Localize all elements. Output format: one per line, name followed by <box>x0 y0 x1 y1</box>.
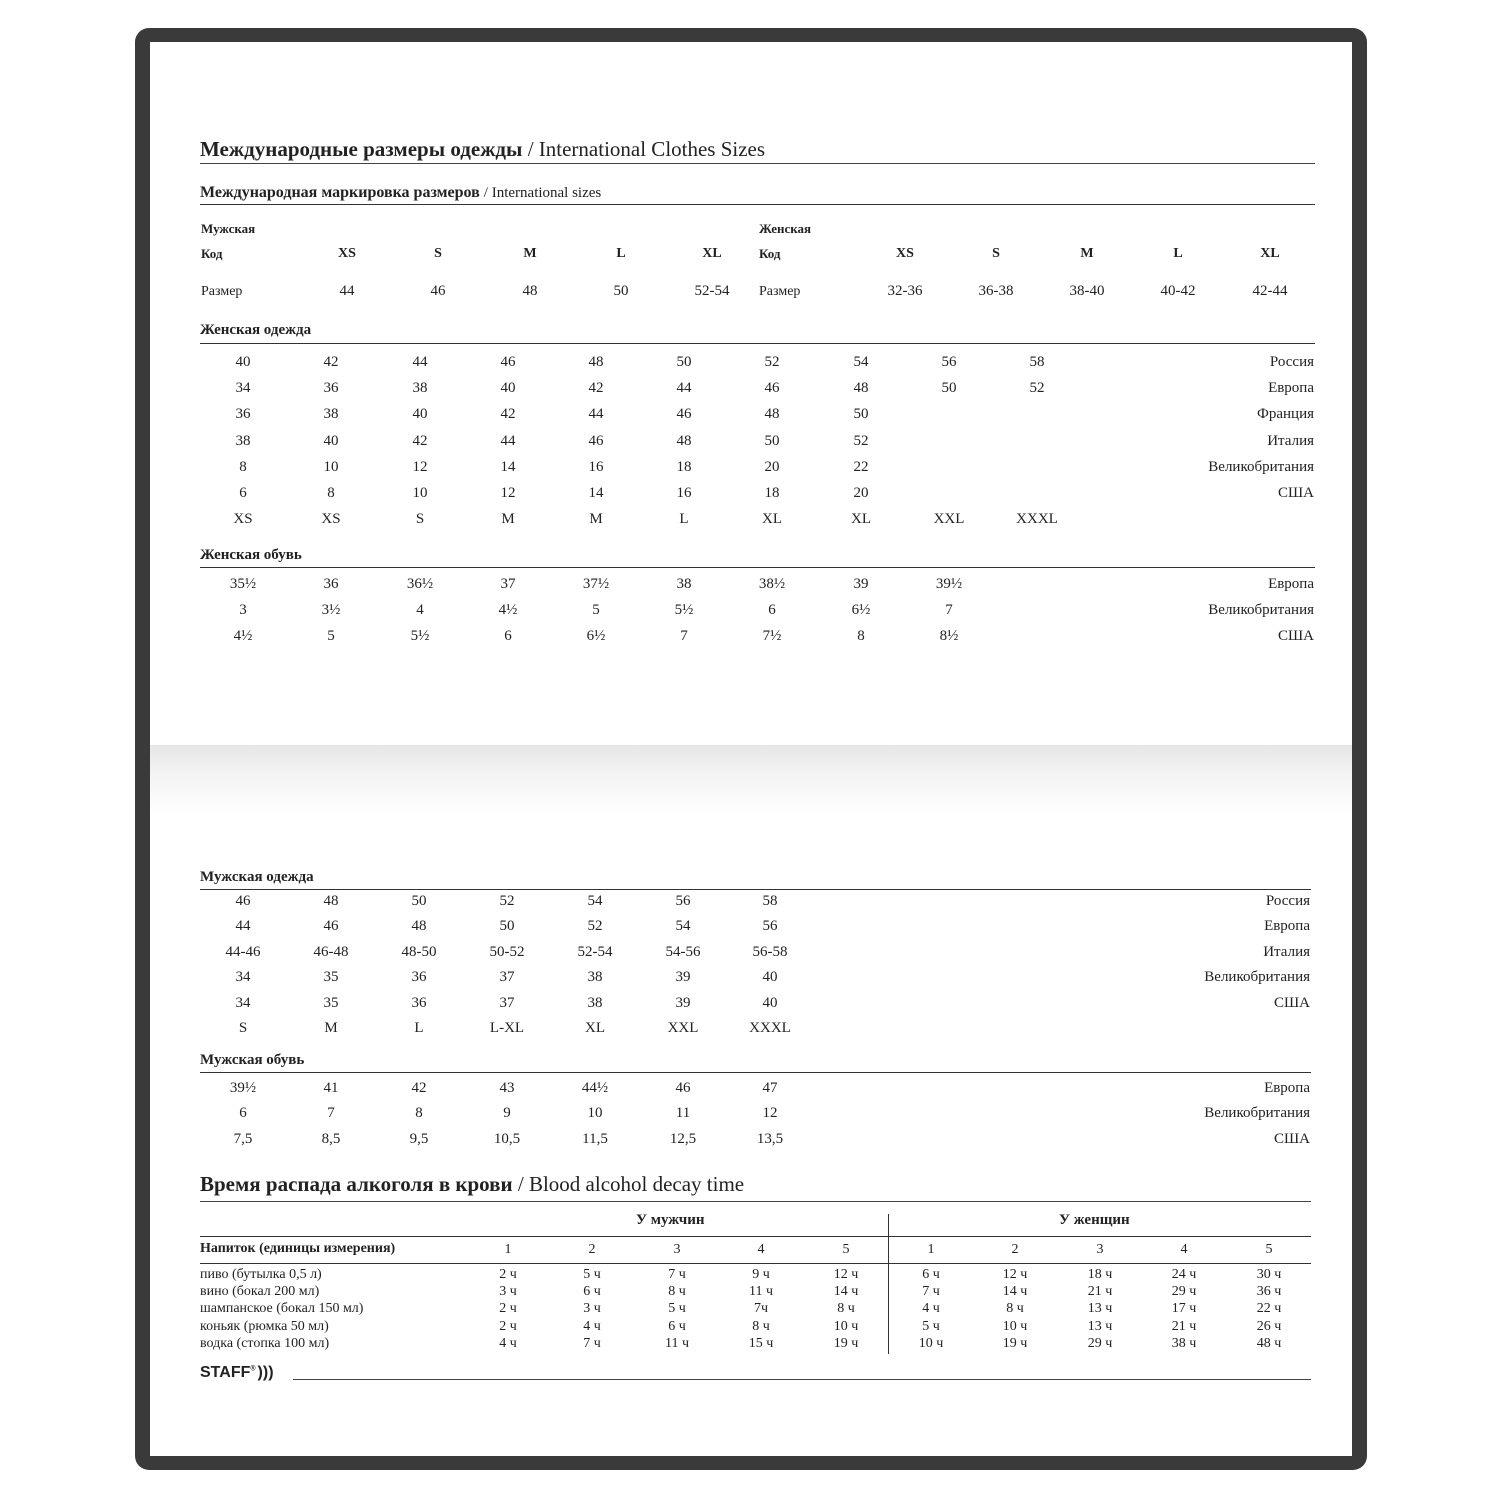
womens-shoes-cell: 3 <box>239 602 247 619</box>
women-size-cell: 32-36 <box>887 283 923 299</box>
alcohol-women-cell: 10 ч <box>918 1335 944 1351</box>
womens-shoes-cell: 35½ <box>229 576 257 592</box>
alcohol-drink-label: коньяк (рюмка 50 мл) <box>200 1318 329 1334</box>
women-code-cell: S <box>992 246 1000 261</box>
alcohol-men-cell: 8 ч <box>668 1284 686 1300</box>
mens-shoes-cell: 7,5 <box>233 1130 253 1147</box>
mens-clothing-rule <box>200 889 1311 890</box>
mens-clothing-cell: 52 <box>499 893 515 909</box>
mens-clothing-cell: 36 <box>411 969 427 986</box>
womens-clothing-cell: 38 <box>235 432 251 449</box>
alcohol-subheader-rule <box>200 1263 1311 1264</box>
alcohol-women-cell: 6 ч <box>922 1267 940 1282</box>
womens-shoes-cell: 7 <box>680 628 688 645</box>
alcohol-women-cell: 24 ч <box>1171 1267 1197 1282</box>
womens-clothing-cell: 14 <box>500 458 516 475</box>
alcohol-men-cell: 19 ч <box>833 1335 859 1351</box>
mens-clothing-cell: 46-48 <box>313 943 349 960</box>
womens-clothing-cell: 36 <box>235 406 251 423</box>
mens-clothing-cell: 40 <box>762 994 778 1011</box>
men-size-label: Размер <box>201 284 243 299</box>
womens-shoes-cell: 5 <box>327 628 335 645</box>
men-size-cell: 52-54 <box>694 283 730 299</box>
alcohol-header-rule <box>200 1236 1311 1237</box>
mens-shoes-cell: 8 <box>415 1105 423 1122</box>
womens-clothing-cell: 40 <box>500 380 516 397</box>
mens-shoes-row-label: Великобритания <box>1204 1105 1310 1122</box>
brand-chevrons: ))) <box>257 1364 274 1381</box>
mens-clothing-cell: 52 <box>587 918 603 935</box>
womens-clothing-cell: XS <box>321 511 341 528</box>
womens-shoes-row-label: Великобритания <box>1208 602 1314 619</box>
alcohol-women-cell: 38 ч <box>1171 1335 1197 1351</box>
title-rule <box>200 163 1315 164</box>
mens-shoes-cell: 42 <box>411 1080 427 1096</box>
women-size-cell: 42-44 <box>1252 283 1288 299</box>
mens-shoes-cell: 9,5 <box>409 1130 429 1147</box>
page-fold-shadow <box>150 745 1352 815</box>
womens-clothing-cell: 8 <box>239 458 247 475</box>
mens-shoes-cell: 8,5 <box>321 1130 341 1147</box>
mens-clothing-cell: 56 <box>762 918 778 935</box>
alcohol-women-cell: 18 ч <box>1087 1267 1113 1282</box>
mens-clothing-cell: 37 <box>499 969 515 986</box>
alcohol-men-cell: 2 ч <box>499 1301 517 1317</box>
women-size-cell: 40-42 <box>1160 283 1196 299</box>
womens-shoes-cell: 39 <box>853 576 869 592</box>
mens-clothing-row-label: Великобритания <box>1204 969 1310 986</box>
alcohol-women-unit: 5 <box>1265 1242 1273 1257</box>
womens-shoes-cell: 39½ <box>935 576 963 592</box>
womens-clothing-cell: L <box>679 511 689 528</box>
womens-clothing-cell: 44 <box>412 354 428 370</box>
womens-clothing-cell: 50 <box>764 432 780 449</box>
alcohol-men-unit: 3 <box>673 1242 681 1257</box>
womens-clothing-cell: 20 <box>764 458 780 475</box>
womens-clothing-cell: 50 <box>941 380 957 397</box>
alcohol-women-header: У женщин <box>1059 1212 1130 1228</box>
womens-shoes-cell: 8 <box>857 628 865 645</box>
mens-shoes-cell: 10 <box>587 1105 603 1122</box>
womens-shoes-cell: 5 <box>592 602 600 619</box>
mens-clothing-cell: 39 <box>675 994 691 1011</box>
men-size-cell: 48 <box>522 283 538 299</box>
womens-clothing-rule <box>200 343 1315 344</box>
staff-logo <box>200 1364 274 1382</box>
alcohol-women-cell: 21 ч <box>1171 1318 1197 1334</box>
womens-shoes-cell: 38 <box>676 576 692 592</box>
mens-clothing-cell: 54 <box>587 893 603 909</box>
mens-clothing-cell: 48 <box>411 918 427 935</box>
mens-clothing-cell: 56-58 <box>752 943 788 960</box>
alcohol-women-cell: 29 ч <box>1171 1284 1197 1300</box>
womens-clothing-cell: XL <box>762 511 782 528</box>
alcohol-women-cell: 21 ч <box>1087 1284 1113 1300</box>
mens-clothing-cell: 56 <box>675 893 691 909</box>
mens-shoes-cell: 12 <box>762 1105 778 1122</box>
alcohol-title-en: / Blood alcohol decay time <box>517 1172 745 1196</box>
mens-clothing-cell: 46 <box>235 893 251 909</box>
mens-shoes-cell: 12,5 <box>669 1130 697 1147</box>
alcohol-men-cell: 6 ч <box>583 1284 601 1300</box>
alcohol-women-cell: 48 ч <box>1256 1335 1282 1351</box>
brand-mark: ® <box>250 1365 256 1373</box>
intl-sizes-title-ru: Международная маркировка размеров <box>200 184 480 201</box>
womens-clothing-cell: 54 <box>853 354 869 370</box>
alcohol-divider <box>888 1214 889 1354</box>
womens-clothing-cell: 20 <box>853 485 869 501</box>
womens-clothing-cell: 18 <box>676 458 692 475</box>
womens-clothing-cell: 58 <box>1029 354 1045 370</box>
womens-clothing-cell: 8 <box>327 485 335 501</box>
womens-clothing-cell: 42 <box>588 380 604 397</box>
alcohol-men-unit: 2 <box>588 1242 596 1257</box>
alcohol-men-unit: 1 <box>504 1242 512 1257</box>
womens-clothing-cell: 46 <box>764 380 780 397</box>
womens-shoes-cell: 37 <box>500 576 516 592</box>
womens-clothing-cell: 22 <box>853 458 869 475</box>
women-size-cell: 36-38 <box>978 283 1014 299</box>
mens-shoes-cell: 9 <box>503 1105 511 1122</box>
alcohol-men-cell: 3 ч <box>499 1284 517 1300</box>
mens-shoes-row-label: Европа <box>1264 1080 1310 1096</box>
alcohol-women-cell: 4 ч <box>922 1301 940 1317</box>
men-heading: Мужская <box>201 221 256 236</box>
womens-clothing-cell: 48 <box>676 432 692 449</box>
womens-clothing-row-label: Великобритания <box>1208 458 1314 475</box>
womens-clothing-row-label: Франция <box>1257 406 1314 423</box>
womens-clothing-cell: 44 <box>676 380 692 397</box>
alcohol-men-unit: 5 <box>842 1242 850 1257</box>
mens-clothing-cell: 58 <box>762 893 778 909</box>
men-code-cell: L <box>616 246 626 261</box>
mens-shoes-cell: 46 <box>675 1080 691 1096</box>
men-code-cell: XS <box>338 246 356 261</box>
alcohol-men-cell: 7ч <box>753 1301 769 1317</box>
womens-shoes-rule <box>200 567 1315 568</box>
womens-shoes-cell: 8½ <box>939 628 959 645</box>
alcohol-women-unit: 2 <box>1011 1242 1019 1257</box>
page-title-en: / International Clothes Sizes <box>527 137 766 161</box>
alcohol-men-cell: 8 ч <box>837 1301 855 1317</box>
alcohol-men-cell: 12 ч <box>833 1267 859 1282</box>
alcohol-women-cell: 30 ч <box>1256 1267 1282 1282</box>
womens-clothing-cell: 50 <box>853 406 869 423</box>
alcohol-men-cell: 3 ч <box>583 1301 601 1317</box>
womens-clothing-cell: 38 <box>412 380 428 397</box>
mens-clothing-cell: 44-46 <box>225 943 261 960</box>
alcohol-men-cell: 15 ч <box>748 1335 774 1351</box>
alcohol-women-cell: 12 ч <box>1002 1267 1028 1282</box>
page-title <box>200 137 765 162</box>
alcohol-women-cell: 8 ч <box>1006 1301 1024 1317</box>
mens-shoes-cell: 7 <box>327 1105 335 1122</box>
men-size-cell: 46 <box>430 283 446 299</box>
womens-clothing-cell: 52 <box>1029 380 1045 397</box>
intl-sizes-title-en: / International sizes <box>483 185 602 201</box>
alcohol-men-cell: 5 ч <box>583 1267 601 1282</box>
alcohol-men-cell: 7 ч <box>583 1335 601 1351</box>
mens-clothing-cell: M <box>324 1020 338 1036</box>
intl-sizes-rule <box>200 204 1315 205</box>
alcohol-men-cell: 2 ч <box>499 1318 517 1334</box>
womens-shoes-cell: 5½ <box>410 628 430 645</box>
mens-clothing-cell: XXL <box>667 1020 699 1036</box>
men-size-cell: 50 <box>613 283 629 299</box>
mens-shoes-cell: 44½ <box>581 1080 609 1096</box>
womens-clothing-cell: 46 <box>676 406 692 423</box>
womens-shoes-row-label: Европа <box>1268 576 1314 592</box>
womens-clothing-cell: 40 <box>235 354 251 370</box>
women-size-cell: 38-40 <box>1069 283 1105 299</box>
womens-clothing-cell: 46 <box>588 432 604 449</box>
womens-clothing-cell: XS <box>233 511 253 528</box>
womens-clothing-row-label: США <box>1278 485 1314 501</box>
mens-clothing-cell: 35 <box>323 994 339 1011</box>
alcohol-women-unit: 4 <box>1180 1242 1188 1257</box>
mens-clothing-cell: XL <box>585 1020 605 1036</box>
womens-shoes-cell: 4½ <box>233 628 253 645</box>
womens-clothing-cell: 44 <box>588 406 604 423</box>
womens-clothing-row-label: Россия <box>1269 354 1314 370</box>
mens-clothing-cell: 48 <box>323 893 339 909</box>
mens-clothing-cell: L-XL <box>489 1020 525 1036</box>
mens-clothing-cell: 50 <box>411 893 427 909</box>
womens-clothing-cell: 10 <box>412 485 428 501</box>
mens-clothing-cell: 52-54 <box>577 943 613 960</box>
womens-clothing-title: Женская одежда <box>200 322 312 338</box>
mens-clothing-cell: 48-50 <box>401 943 437 960</box>
women-code-cell: L <box>1173 246 1183 261</box>
mens-clothing-title: Мужская одежда <box>200 869 314 885</box>
mens-shoes-cell: 39½ <box>229 1080 257 1096</box>
mens-clothing-cell: 37 <box>499 994 515 1011</box>
womens-clothing-cell: 12 <box>412 458 428 475</box>
womens-clothing-cell: 48 <box>764 406 780 423</box>
womens-clothing-cell: 18 <box>764 485 780 501</box>
womens-clothing-cell: 34 <box>235 380 251 397</box>
women-code-cell: XL <box>1260 246 1280 261</box>
womens-clothing-cell: 40 <box>323 432 339 449</box>
men-code-label: Код <box>201 246 223 261</box>
alcohol-men-cell: 10 ч <box>833 1318 859 1334</box>
alcohol-men-cell: 7 ч <box>668 1267 686 1282</box>
alcohol-women-cell: 5 ч <box>922 1318 940 1334</box>
alcohol-men-cell: 14 ч <box>833 1284 859 1300</box>
womens-clothing-cell: 44 <box>500 432 516 449</box>
womens-shoes-cell: 6 <box>504 628 512 645</box>
womens-clothing-cell: 46 <box>500 354 516 370</box>
womens-clothing-cell: 6 <box>239 485 247 501</box>
womens-clothing-cell: XXL <box>933 511 965 528</box>
mens-clothing-row-label: Европа <box>1264 918 1310 935</box>
womens-shoes-row-label: США <box>1278 628 1314 645</box>
womens-clothing-cell: 42 <box>412 432 428 449</box>
women-code-cell: M <box>1080 246 1094 261</box>
womens-clothing-cell: 12 <box>500 485 516 501</box>
mens-clothing-cell: 34 <box>235 994 251 1011</box>
womens-clothing-row-label: Европа <box>1268 380 1314 397</box>
mens-clothing-cell: 50 <box>499 918 515 935</box>
mens-clothing-cell: L <box>414 1020 424 1036</box>
women-heading: Женская <box>759 221 812 236</box>
mens-shoes-cell: 47 <box>762 1080 778 1096</box>
womens-clothing-cell: M <box>589 511 603 528</box>
womens-clothing-row-label: Италия <box>1267 432 1314 449</box>
alcohol-drink-label: шампанское (бокал 150 мл) <box>200 1301 364 1317</box>
womens-shoes-cell: 38½ <box>758 576 786 592</box>
mens-shoes-row-label: США <box>1274 1130 1310 1147</box>
womens-shoes-cell: 3½ <box>321 602 341 619</box>
mens-shoes-cell: 6 <box>239 1105 247 1122</box>
alcohol-women-cell: 13 ч <box>1087 1301 1113 1317</box>
mens-clothing-cell: 34 <box>235 969 251 986</box>
womens-shoes-cell: 6½ <box>851 602 871 619</box>
mens-clothing-cell: S <box>238 1020 248 1036</box>
womens-clothing-cell: 48 <box>588 354 604 370</box>
alcohol-drink-label: пиво (бутылка 0,5 л) <box>200 1267 322 1282</box>
alcohol-women-cell: 19 ч <box>1002 1335 1028 1351</box>
mens-clothing-cell: 54 <box>675 918 691 935</box>
men-code-cell: M <box>523 246 537 261</box>
men-size-cell: 44 <box>339 283 355 299</box>
womens-clothing-cell: XL <box>851 511 871 528</box>
womens-shoes-cell: 6½ <box>586 628 606 645</box>
mens-clothing-row-label: Италия <box>1263 943 1310 960</box>
womens-shoes-title: Женская обувь <box>200 547 302 563</box>
mens-clothing-row-label: Россия <box>1265 893 1310 909</box>
alcohol-men-unit: 4 <box>757 1242 765 1257</box>
mens-shoes-rule <box>200 1072 1311 1073</box>
alcohol-women-cell: 14 ч <box>1002 1284 1028 1300</box>
mens-clothing-cell: 38 <box>587 969 603 986</box>
alcohol-women-unit: 3 <box>1096 1242 1104 1257</box>
alcohol-title <box>200 1172 744 1197</box>
men-code-cell: XL <box>702 246 722 261</box>
footer-rule <box>293 1379 1311 1380</box>
mens-clothing-cell: 44 <box>235 918 251 935</box>
alcohol-title-rule <box>200 1201 1311 1202</box>
womens-shoes-cell: 5½ <box>674 602 694 619</box>
intl-sizes-title <box>200 184 601 202</box>
alcohol-women-unit: 1 <box>927 1242 935 1257</box>
brand-name: STAFF <box>200 1364 251 1381</box>
womens-clothing-cell: 48 <box>853 380 869 397</box>
alcohol-men-cell: 4 ч <box>583 1318 601 1334</box>
mens-clothing-cell: XXXL <box>749 1020 791 1036</box>
womens-shoes-cell: 6 <box>768 602 776 619</box>
alcohol-men-header: У мужчин <box>636 1212 705 1228</box>
alcohol-drink-label: водка (стопка 100 мл) <box>200 1335 330 1351</box>
alcohol-women-cell: 36 ч <box>1256 1284 1282 1300</box>
womens-clothing-cell: 42 <box>323 354 339 370</box>
alcohol-men-cell: 2 ч <box>499 1267 517 1282</box>
mens-shoes-cell: 41 <box>323 1080 339 1096</box>
alcohol-women-cell: 26 ч <box>1256 1318 1282 1334</box>
womens-clothing-cell: S <box>415 511 425 528</box>
womens-clothing-cell: 16 <box>588 458 604 475</box>
alcohol-women-cell: 22 ч <box>1256 1301 1282 1317</box>
womens-clothing-cell: XXXL <box>1016 511 1058 528</box>
alcohol-men-cell: 4 ч <box>499 1335 517 1351</box>
alcohol-women-cell: 10 ч <box>1002 1318 1028 1334</box>
womens-clothing-cell: 10 <box>323 458 339 475</box>
womens-clothing-cell: 52 <box>853 432 869 449</box>
womens-shoes-cell: 7½ <box>762 628 782 645</box>
women-code-cell: XS <box>896 246 914 261</box>
womens-clothing-cell: 52 <box>764 354 780 370</box>
womens-clothing-cell: 42 <box>500 406 516 423</box>
mens-shoes-cell: 11,5 <box>582 1130 608 1147</box>
womens-clothing-cell: 14 <box>588 485 604 501</box>
alcohol-men-cell: 8 ч <box>752 1318 770 1334</box>
womens-shoes-cell: 36½ <box>406 576 434 592</box>
mens-shoes-cell: 43 <box>499 1080 515 1096</box>
mens-clothing-cell: 35 <box>323 969 339 986</box>
womens-shoes-cell: 4 <box>416 602 424 619</box>
womens-clothing-cell: M <box>501 511 515 528</box>
womens-clothing-cell: 38 <box>323 406 339 423</box>
alcohol-men-cell: 11 ч <box>748 1284 774 1300</box>
men-code-cell: S <box>434 246 442 261</box>
womens-shoes-cell: 36 <box>323 576 339 592</box>
mens-clothing-cell: 54-56 <box>665 943 701 960</box>
alcohol-women-cell: 17 ч <box>1171 1301 1197 1317</box>
alcohol-men-cell: 11 ч <box>664 1335 690 1351</box>
womens-clothing-cell: 16 <box>676 485 692 501</box>
womens-clothing-cell: 40 <box>412 406 428 423</box>
mens-clothing-row-label: США <box>1274 994 1310 1011</box>
women-size-label: Размер <box>759 284 801 299</box>
mens-shoes-cell: 13,5 <box>756 1130 784 1147</box>
womens-clothing-cell: 36 <box>323 380 339 397</box>
women-code-label: Код <box>759 246 781 261</box>
alcohol-women-cell: 13 ч <box>1087 1318 1113 1334</box>
alcohol-men-cell: 5 ч <box>668 1301 686 1317</box>
mens-clothing-cell: 39 <box>675 969 691 986</box>
mens-clothing-cell: 50-52 <box>489 943 525 960</box>
mens-clothing-cell: 36 <box>411 994 427 1011</box>
alcohol-men-cell: 9 ч <box>752 1267 770 1282</box>
womens-shoes-cell: 7 <box>945 602 953 619</box>
womens-clothing-cell: 56 <box>941 354 957 370</box>
womens-shoes-cell: 4½ <box>498 602 518 619</box>
mens-clothing-cell: 46 <box>323 918 339 935</box>
alcohol-women-cell: 29 ч <box>1087 1335 1113 1351</box>
mens-shoes-cell: 11 <box>675 1105 691 1122</box>
mens-clothing-cell: 38 <box>587 994 603 1011</box>
alcohol-title-ru: Время распада алкоголя в крови <box>200 1172 513 1196</box>
mens-clothing-cell: 40 <box>762 969 778 986</box>
alcohol-men-cell: 6 ч <box>668 1318 686 1334</box>
alcohol-drink-header: Напиток (единицы измерения) <box>200 1241 396 1256</box>
mens-shoes-title: Мужская обувь <box>200 1052 305 1068</box>
alcohol-drink-label: вино (бокал 200 мл) <box>200 1284 320 1300</box>
mens-shoes-cell: 10,5 <box>493 1130 521 1147</box>
alcohol-women-cell: 7 ч <box>922 1284 940 1300</box>
page-title-ru: Международные размеры одежды <box>200 137 523 161</box>
womens-shoes-cell: 37½ <box>582 576 610 592</box>
womens-clothing-cell: 50 <box>676 354 692 370</box>
